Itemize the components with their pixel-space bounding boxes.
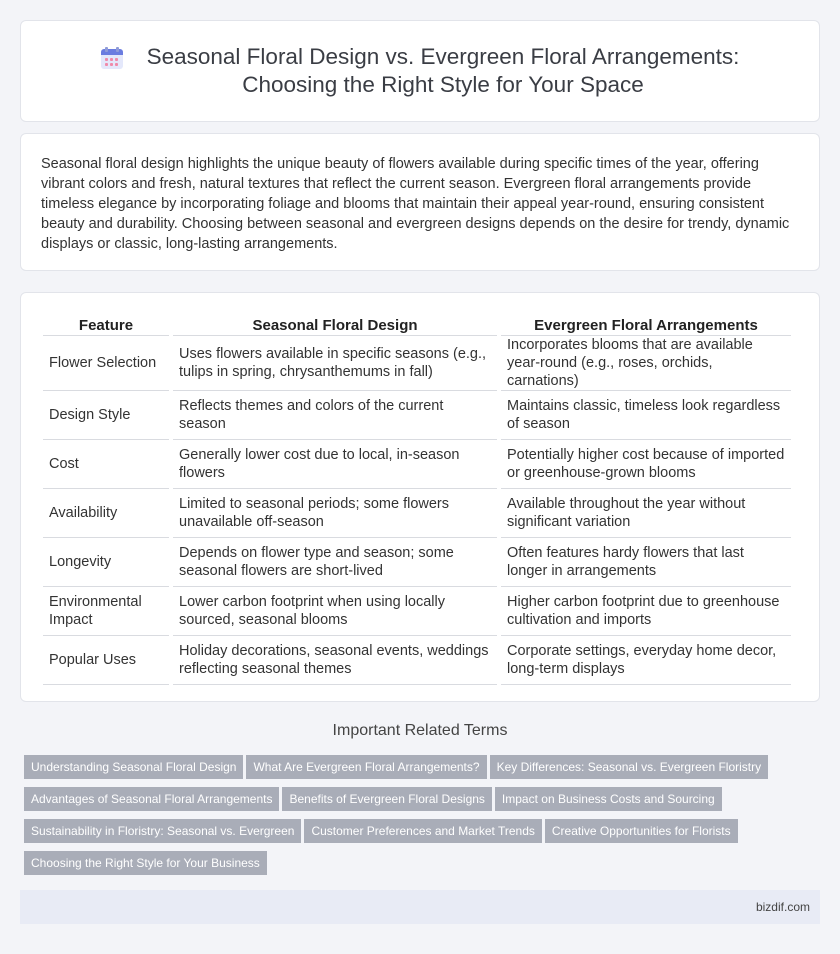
comparison-card [20,292,820,702]
header-card [20,20,820,122]
feature-cell: Popular Uses [43,636,169,685]
seasonal-cell: Limited to seasonal periods; some flowers unavailable off-season [173,489,497,538]
feature-cell: Environmental Impact [43,587,169,636]
table-row [43,587,791,636]
seasonal-cell: Lower carbon footprint when using locally sourced, seasonal blooms [173,587,497,636]
seasonal-cell: Uses flowers available in specific seasons (e.g., tulips in spring, chrysanthemums in fall) [173,336,497,391]
seasonal-cell: Reflects themes and colors of the current season [173,391,497,440]
table-row [43,336,791,391]
footer [20,890,820,924]
related-terms-title: Important Related Terms [332,722,508,739]
table-row [43,636,791,685]
seasonal-cell: Depends on flower type and season; some seasonal flowers are short-lived [173,538,497,587]
intro-card [20,133,820,271]
related-term-tag[interactable]: Key Differences: Seasonal vs. Evergreen Floristry [490,755,769,779]
column-header-evergreen: Evergreen Floral Arrangements [501,313,791,336]
table-row [43,538,791,587]
related-term-tag[interactable]: What Are Evergreen Floral Arrangements? [246,755,486,779]
feature-cell: Cost [43,440,169,489]
evergreen-cell: Corporate settings, everyday home decor, long-term displays [501,636,791,685]
table-header-row [43,313,791,336]
related-term-tag[interactable]: Impact on Business Costs and Sourcing [495,787,722,811]
related-term-tag[interactable]: Benefits of Evergreen Floral Designs [282,787,491,811]
seasonal-cell: Generally lower cost due to local, in-season flowers [173,440,497,489]
feature-cell: Longevity [43,538,169,587]
table-row [43,489,791,538]
related-term-tag[interactable]: Advantages of Seasonal Floral Arrangements [24,787,279,811]
feature-cell: Flower Selection [43,336,169,391]
related-term-tag[interactable]: Customer Preferences and Market Trends [304,819,541,843]
column-header-feature: Feature [43,313,169,336]
seasonal-cell: Holiday decorations, seasonal events, weddings reflecting seasonal themes [173,636,497,685]
related-term-tag[interactable]: Understanding Seasonal Floral Design [24,755,243,779]
calendar-icon [101,47,123,69]
related-term-tag[interactable]: Creative Opportunities for Florists [545,819,738,843]
footer-site-link[interactable]: bizdif.com [755,900,810,914]
column-header-seasonal: Seasonal Floral Design [173,313,497,336]
table-row [43,391,791,440]
related-terms-list [24,755,824,883]
intro-text: Seasonal floral design highlights the unique beauty of flowers available during specific times of the year, offering vibrant colors and fresh, natural textures that reflect the current season. Evergreen floral arrangements provide timeless elegance by incorporating foliage and blooms that maintain their appeal year-round, ensuring consistent beauty and durability. Choosing between seasonal and evergreen designs depends on the desire for trendy, dynamic displays or classic, long-lasting arrangements. [41,156,790,252]
comparison-table [39,313,795,685]
table-row [43,440,791,489]
page-title [147,43,740,99]
evergreen-cell: Maintains classic, timeless look regardless of season [501,391,791,440]
related-term-tag[interactable]: Choosing the Right Style for Your Business [24,851,267,875]
feature-cell: Availability [43,489,169,538]
page-title-line-2: Choosing the Right Style for Your Space [242,72,644,97]
evergreen-cell: Available throughout the year without significant variation [501,489,791,538]
feature-cell: Design Style [43,391,169,440]
evergreen-cell: Incorporates blooms that are available year-round (e.g., roses, orchids, carnations) [501,336,791,391]
evergreen-cell: Potentially higher cost because of imported or greenhouse-grown blooms [501,440,791,489]
evergreen-cell: Higher carbon footprint due to greenhouse cultivation and imports [501,587,791,636]
page-title-line-1: Seasonal Floral Design vs. Evergreen Floral Arrangements: [146,44,740,69]
evergreen-cell: Often features hardy flowers that last longer in arrangements [501,538,791,587]
related-term-tag[interactable]: Sustainability in Floristry: Seasonal vs. Evergreen [24,819,301,843]
